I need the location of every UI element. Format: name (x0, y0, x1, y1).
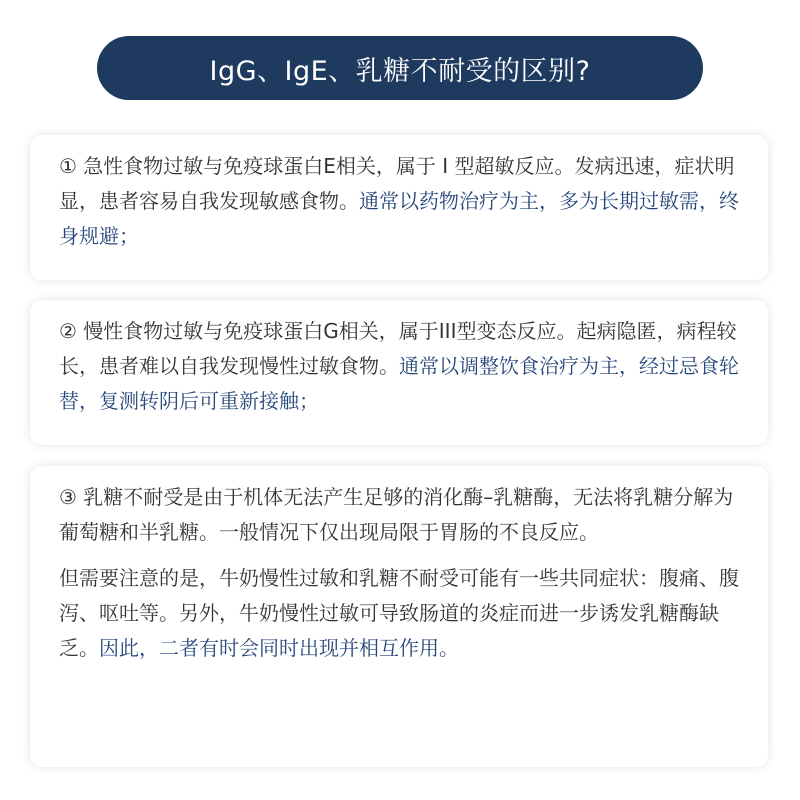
info-card-igG (30, 300, 768, 445)
card-paragraph (59, 480, 744, 550)
paragraph-highlight: 因此，二者有时会同时出现并相互作用。 (99, 636, 459, 660)
paragraph-highlight: 通常以调整饮食治疗为主，经过忌食轮替，复测转阴后可重新接触； (59, 354, 739, 413)
paragraph-text: 但需要注意的是，牛奶慢性过敏和乳糖不耐受可能有一些共同症状：腹痛、腹泻、呕吐等。另外，牛奶慢性过敏可导致肠道的炎症而进一步诱发乳糖酶缺乏。 (59, 566, 739, 660)
page-title: IgG、IgE、乳糖不耐受的区别? (209, 55, 591, 87)
info-card-lactose-intolerance (30, 466, 768, 767)
card-paragraph (59, 149, 744, 254)
card-paragraph (59, 314, 744, 419)
card-paragraph (59, 561, 744, 666)
paragraph-highlight: 通常以药物治疗为主，多为长期过敏需，终身规避； (59, 189, 739, 248)
title-banner (97, 36, 703, 100)
paragraph-text: ① 急性食物过敏与免疫球蛋白E相关，属于 I 型超敏反应。发病迅速，症状明显，患者容易自我发现敏感食物。 (59, 154, 735, 213)
paragraph-text: ③ 乳糖不耐受是由于机体无法产生足够的消化酶–乳糖酶，无法将乳糖分解为葡萄糖和半乳糖。一般情况下仅出现局限于胃肠的不良反应。 (59, 485, 734, 544)
paragraph-text: ② 慢性食物过敏与免疫球蛋白G相关，属于III型变态反应。起病隐匿，病程较长，患者难以自我发现慢性过敏食物。 (59, 319, 737, 378)
info-card-igE (30, 135, 768, 280)
